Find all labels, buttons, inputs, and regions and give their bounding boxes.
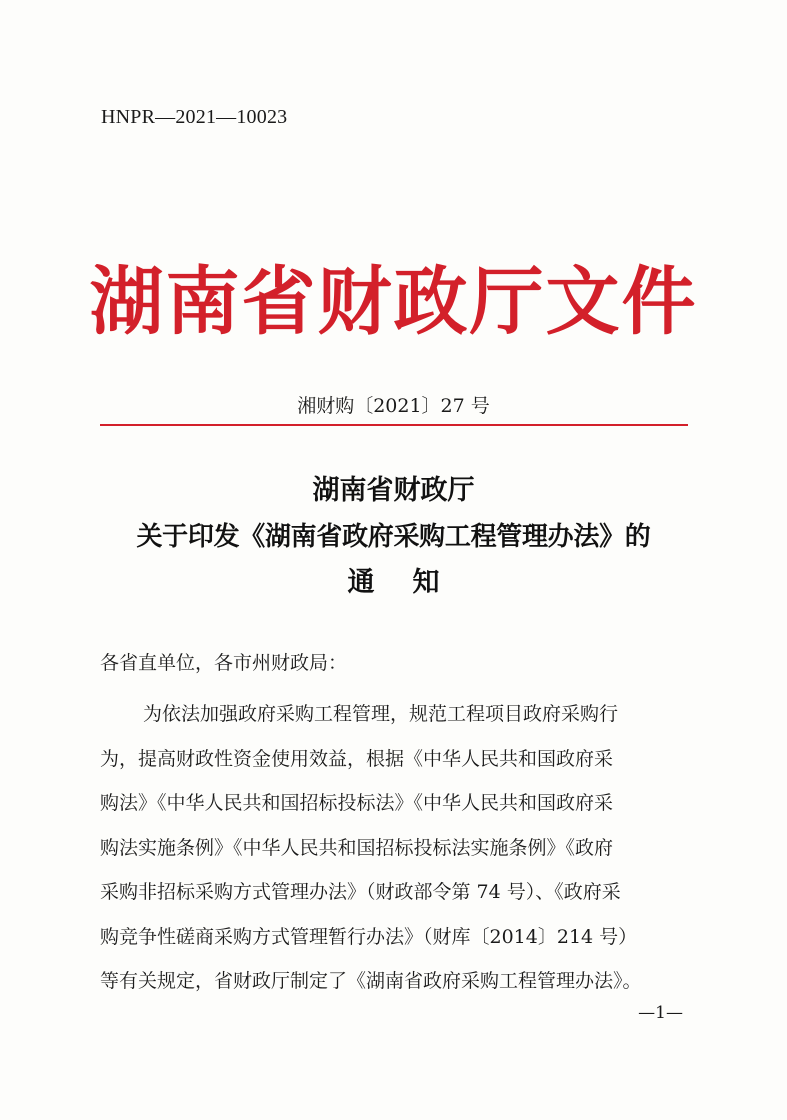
body-line: 购法实施条例》《中华人民共和国招标投标法实施条例》《政府 xyxy=(100,836,614,859)
body-line: 等有关规定，省财政厅制定了《湖南省政府采购工程管理办法》。 xyxy=(100,970,642,992)
title-line-type: 通知 xyxy=(347,567,478,598)
red-divider-line xyxy=(100,424,688,426)
title-line-subject: 关于印发《湖南省政府采购工程管理办法》的 xyxy=(136,522,651,552)
body-line: 为，提高财政性资金使用效益，根据《中华人民共和国政府采 xyxy=(100,747,614,770)
body-paragraph xyxy=(100,692,690,1004)
body-line: 购竞争性磋商采购方式管理暂行办法》（财库〔2014〕214 号） xyxy=(100,925,638,948)
issue-number: 湘财购〔2021〕27 号 xyxy=(297,395,490,417)
title-line-issuer: 湖南省财政厅 xyxy=(312,475,475,506)
body-line: 购法》《中华人民共和国招标投标法》《中华人民共和国政府采 xyxy=(100,792,614,814)
body-line: 为依法加强政府采购工程管理，规范工程项目政府采购行 xyxy=(143,703,619,725)
salutation: 各省直单位，各市州财政局： xyxy=(100,652,348,674)
body-line: 采购非招标采购方式管理办法》（财政部令第 74 号）、《政府采 xyxy=(100,881,621,903)
page-number: —1— xyxy=(638,1003,683,1023)
notice-title xyxy=(0,468,787,606)
document-code: HNPR—2021—10023 xyxy=(101,106,288,128)
red-masthead-title: 湖南省财政厅文件 xyxy=(89,259,698,345)
